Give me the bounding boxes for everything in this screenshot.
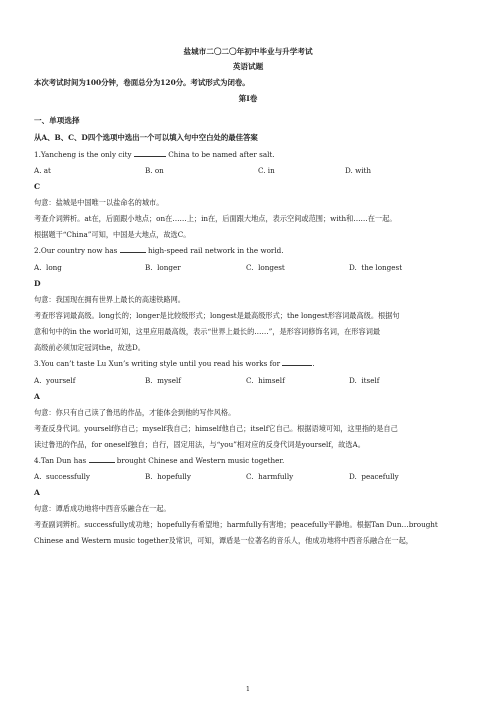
question-1-option-b: B. on bbox=[145, 166, 164, 175]
question-3-stem bbox=[34, 359, 315, 368]
answer-blank bbox=[120, 246, 146, 253]
question-1-stem bbox=[34, 150, 275, 159]
section-heading: 一、单项选择 bbox=[34, 116, 80, 125]
question-3-option-d: D. itself bbox=[349, 376, 380, 385]
page-number: 1 bbox=[245, 685, 251, 693]
question-4-stem bbox=[34, 456, 284, 465]
question-2-option-d: D. the longest bbox=[349, 263, 403, 272]
question-2-stem bbox=[34, 246, 284, 255]
question-3-explanation-line: 句意：你只有自己读了鲁迅的作品，才能体会到他的写作风格。 bbox=[34, 408, 236, 417]
question-1-stem-before: 1.Yancheng is the only city bbox=[34, 150, 132, 159]
question-2-answer: D bbox=[34, 279, 41, 288]
question-4-stem-before: 4.Tan Dun has bbox=[34, 456, 87, 465]
question-4-explanation-line: 句意：谭盾成功地将中西音乐融合在一起。 bbox=[34, 504, 171, 513]
question-4-option-d: D. peacefully bbox=[349, 472, 399, 481]
question-4-stem-after: brought Chinese and Western music together. bbox=[116, 456, 285, 465]
question-2-option-c: C. longest bbox=[246, 263, 285, 272]
question-3-answer: A bbox=[34, 392, 40, 401]
question-4-explanation-line: 考查副词辨析。successfully成功地；hopefully有希望地；harmfully有害地；peacefully平静地。根据Tan Dun…brought bbox=[34, 520, 438, 529]
question-1-stem-after: China to be named after salt. bbox=[168, 150, 275, 159]
question-2-explanation-line: 句意：我国现在拥有世界上最长的高速铁路网。 bbox=[34, 295, 185, 304]
question-3-option-b: B. myself bbox=[145, 376, 181, 385]
question-3-explanation-line: 读过鲁迅的作品，for oneself独自；自行，固定用法，与“you”相对应的反身代词是yourself，故选A。 bbox=[34, 440, 365, 449]
exam-title: 盐城市二〇二〇年初中毕业与升学考试 bbox=[183, 47, 313, 56]
question-1-explanation-line: 考查介词辨析。at在，后面跟小地点；on在……上；in在，后面跟大地点，表示空间或范围；with和……在一起。 bbox=[34, 214, 397, 223]
question-4-option-c: C. harmfully bbox=[246, 472, 294, 481]
question-2-stem-after: high-speed rail network in the world. bbox=[147, 246, 284, 255]
question-2-explanation-line: 高级前必须加定冠词the，故选D。 bbox=[34, 343, 145, 352]
question-4-answer: A bbox=[34, 488, 40, 497]
question-4-option-a: A. successfully bbox=[34, 472, 90, 481]
question-1-answer: C bbox=[34, 182, 41, 191]
question-1-explanation-line: 根据题干“China”可知，中国是大地点，故选C。 bbox=[34, 230, 191, 239]
question-2-explanation-line: 考查形容词最高级。long长的；longer是比较级形式；longest是最高级形式；the longest形容词最高级。根据句 bbox=[34, 311, 400, 320]
exam-subtitle: 英语试题 bbox=[232, 62, 264, 71]
question-3-stem-before: 3.You can’t taste Lu Xun’s writing style until you read his works for bbox=[34, 359, 281, 368]
question-3-stem-after: . bbox=[312, 359, 315, 368]
question-2-option-a: A. long bbox=[34, 263, 62, 272]
question-1-option-c: C. in bbox=[258, 166, 275, 175]
question-3-option-c: C. himself bbox=[246, 376, 285, 385]
question-2-stem-before: 2.Our country now has bbox=[34, 246, 118, 255]
question-1-explanation-line: 句意：盐城是中国唯一以盐命名的城市。 bbox=[34, 198, 164, 207]
exam-note: 本次考试时间为100分钟，卷面总分为120分。考试形式为闭卷。 bbox=[34, 78, 250, 87]
question-4-explanation-line: Chinese and Western music together及常识，可知，谭盾是一位著名的音乐人，他成功地将中西音乐融合在一起， bbox=[34, 536, 413, 545]
part-label: 第Ⅰ卷 bbox=[238, 94, 258, 103]
answer-blank bbox=[89, 456, 115, 463]
question-2-explanation-line: 意和句中的in the world可知，这里应用最高级，表示“世界上最长的……”，是形容词修饰名词，在形容词最 bbox=[34, 327, 381, 336]
question-2-option-b: B. longer bbox=[145, 263, 181, 272]
question-1-option-a: A. at bbox=[34, 166, 51, 175]
question-3-option-a: A. yourself bbox=[34, 376, 76, 385]
section-instruction: 从A、B、C、D四个选项中选出一个可以填入句中空白处的最佳答案 bbox=[34, 133, 258, 142]
question-1-option-d: D. with bbox=[345, 166, 372, 175]
answer-blank bbox=[134, 150, 166, 157]
question-3-explanation-line: 考查反身代词。yourself你自己；myself我自己；himself他自己；itself它自己。根据语境可知，这里指的是自己 bbox=[34, 424, 398, 433]
answer-blank bbox=[282, 359, 315, 368]
question-4-option-b: B. hopefully bbox=[145, 472, 191, 481]
